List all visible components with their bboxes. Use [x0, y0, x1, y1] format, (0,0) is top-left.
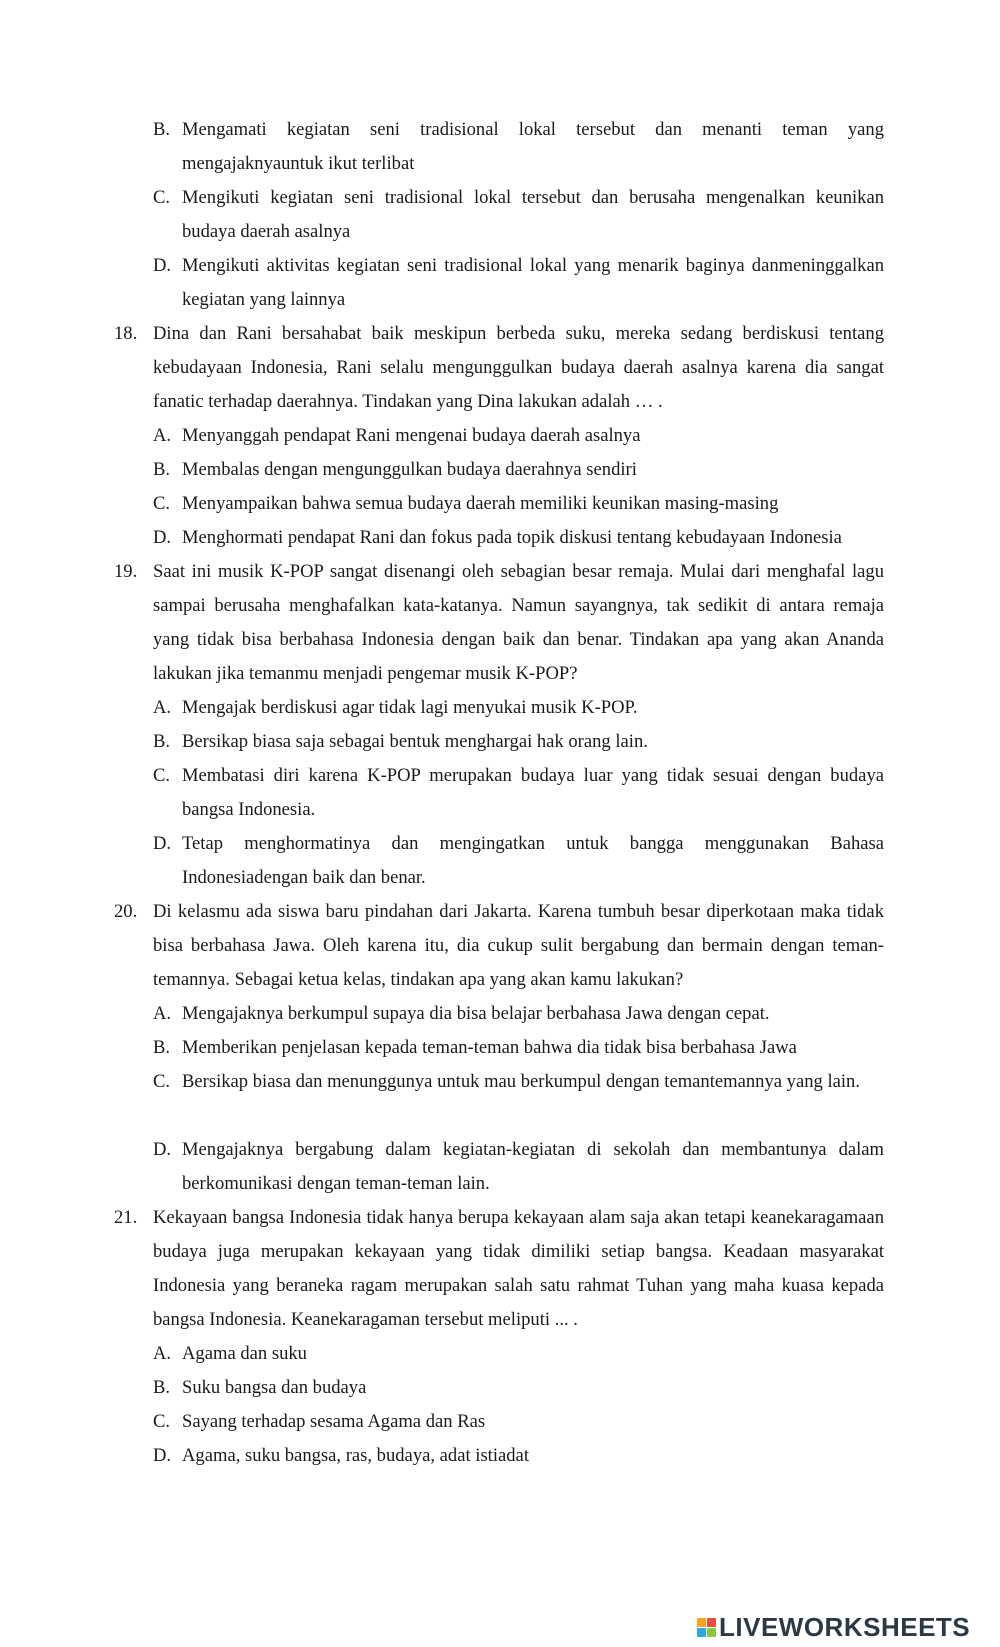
option-letter: C. [153, 765, 171, 786]
option-letter: C. [153, 187, 171, 208]
question-number: 21. [114, 1207, 138, 1228]
option-q17-b [153, 113, 884, 181]
question-text: Kekayaan bangsa Indonesia tidak hanya berupa kekayaan alam saja akan tetapi keanekaragamaan budaya juga merupakan kekayaan yang tidak dimiliki setiap bangsa. Keadaan masyarakat Indonesia yang beraneka ragam merupakan salah satu rahmat Tuhan yang maha kuasa kepada bangsa Indonesia. Keanekaragaman tersebut meliputi ... . [153, 1207, 884, 1330]
logo-square-1 [697, 1618, 706, 1627]
option-text: Mengamati kegiatan seni tradisional lokal tersebut dan menanti teman yang mengajaknyauntuk ikut terlibat [182, 119, 884, 174]
option-letter: B. [153, 1377, 171, 1398]
option-letter: C. [153, 1411, 171, 1432]
option-letter: A. [153, 697, 172, 718]
option-text: Mengajaknya bergabung dalam kegiatan-kegiatan di sekolah dan membantunya dalam berkomunikasi dengan teman-teman lain. [182, 1139, 884, 1194]
option-text: Suku bangsa dan budaya [182, 1377, 367, 1398]
question-text: Saat ini musik K-POP sangat disenangi oleh sebagian besar remaja. Mulai dari menghafal lagu sampai berusaha menghafalkan kata-katanya. Namun sayangnya, tak sedikit di antara remaja yang tidak bisa berbahasa Indonesia dengan baik dan benar. Tindakan apa yang akan Ananda lakukan jika temanmu menjadi pengemar musik K-POP? [153, 561, 884, 684]
option-q19-a [153, 691, 884, 725]
option-text: Mengikuti aktivitas kegiatan seni tradisional lokal yang menarik baginya danmeninggalkan kegiatan yang lainnya [182, 255, 884, 310]
question-text: Di kelasmu ada siswa baru pindahan dari Jakarta. Karena tumbuh besar diperkotaan maka tidak bisa berbahasa Jawa. Oleh karena itu, dia cukup sulit bergabung dan bermain dengan teman-temannya. Sebagai ketua kelas, tindakan apa yang akan kamu lakukan? [153, 901, 884, 990]
option-q21-d [153, 1439, 884, 1473]
option-text: Bersikap biasa saja sebagai bentuk menghargai hak orang lain. [182, 731, 648, 752]
option-text: Tetap menghormatinya dan mengingatkan untuk bangga menggunakan Bahasa Indonesiadengan baik dan benar. [182, 833, 884, 888]
option-text: Membatasi diri karena K-POP merupakan budaya luar yang tidak sesuai dengan budaya bangsa Indonesia. [182, 765, 884, 820]
option-text: Mengajak berdiskusi agar tidak lagi menyukai musik K-POP. [182, 697, 638, 718]
option-q17-c [153, 181, 884, 249]
option-q19-d [153, 827, 884, 895]
option-letter: B. [153, 1037, 171, 1058]
logo-text: LIVEWORKSHEETS [719, 1611, 971, 1642]
question-q21 [114, 1201, 884, 1337]
liveworksheets-logo [697, 1612, 970, 1642]
option-text: Bersikap biasa dan menunggunya untuk mau berkumpul dengan temantemannya yang lain. [182, 1071, 860, 1092]
option-text: Membalas dengan mengunggulkan budaya daerahnya sendiri [182, 459, 637, 480]
option-letter: D. [153, 255, 172, 276]
question-number: 19. [114, 561, 138, 582]
option-q21-b [153, 1371, 884, 1405]
question-q19 [114, 555, 884, 691]
option-letter: A. [153, 1343, 172, 1364]
question-text: Dina dan Rani bersahabat baik meskipun berbeda suku, mereka sedang berdiskusi tentang kebudayaan Indonesia, Rani selalu mengunggulkan budaya daerah asalnya karena dia sangat fanatic terhadap daerahnya. Tindakan yang Dina lakukan adalah … . [153, 323, 884, 412]
option-text: Agama dan suku [182, 1343, 307, 1364]
option-letter: A. [153, 1003, 172, 1024]
logo-mark-icon [697, 1618, 716, 1637]
option-letter: D. [153, 1445, 172, 1466]
option-q18-a [153, 419, 884, 453]
option-q21-a [153, 1337, 884, 1371]
option-letter: B. [153, 731, 171, 752]
question-number: 18. [114, 323, 138, 344]
option-text: Mengikuti kegiatan seni tradisional lokal tersebut dan berusaha mengenalkan keunikan budaya daerah asalnya [182, 187, 884, 242]
option-q20-a [153, 997, 884, 1031]
option-q18-b [153, 453, 884, 487]
logo-square-2 [707, 1618, 716, 1627]
question-q20 [114, 895, 884, 997]
option-text: Sayang terhadap sesama Agama dan Ras [182, 1411, 486, 1432]
option-letter: C. [153, 493, 171, 514]
option-text: Menyampaikan bahwa semua budaya daerah memiliki keunikan masing-masing [182, 493, 779, 514]
option-text: Memberikan penjelasan kepada teman-teman bahwa dia tidak bisa berbahasa Jawa [182, 1037, 797, 1058]
option-q19-b [153, 725, 884, 759]
option-letter: B. [153, 119, 171, 140]
logo-square-4 [707, 1628, 716, 1637]
option-text: Mengajaknya berkumpul supaya dia bisa belajar berbahasa Jawa dengan cepat. [182, 1003, 770, 1024]
option-text: Menyanggah pendapat Rani mengenai budaya daerah asalnya [182, 425, 641, 446]
option-q20-c [153, 1065, 884, 1099]
logo-square-3 [697, 1628, 706, 1637]
option-q18-d [153, 521, 884, 555]
option-letter: D. [153, 1139, 172, 1160]
option-q19-c [153, 759, 884, 827]
option-letter: D. [153, 833, 172, 854]
option-letter: C. [153, 1071, 171, 1092]
option-q21-c [153, 1405, 884, 1439]
option-q20-d [153, 1133, 884, 1201]
option-letter: B. [153, 459, 171, 480]
option-q18-c [153, 487, 884, 521]
option-text: Agama, suku bangsa, ras, budaya, adat istiadat [182, 1445, 529, 1466]
option-q17-d [153, 249, 884, 317]
option-q20-b [153, 1031, 884, 1065]
option-letter: A. [153, 425, 172, 446]
question-number: 20. [114, 901, 138, 922]
question-q18 [114, 317, 884, 419]
option-text: Menghormati pendapat Rani dan fokus pada topik diskusi tentang kebudayaan Indonesia [182, 527, 842, 548]
option-letter: D. [153, 527, 172, 548]
